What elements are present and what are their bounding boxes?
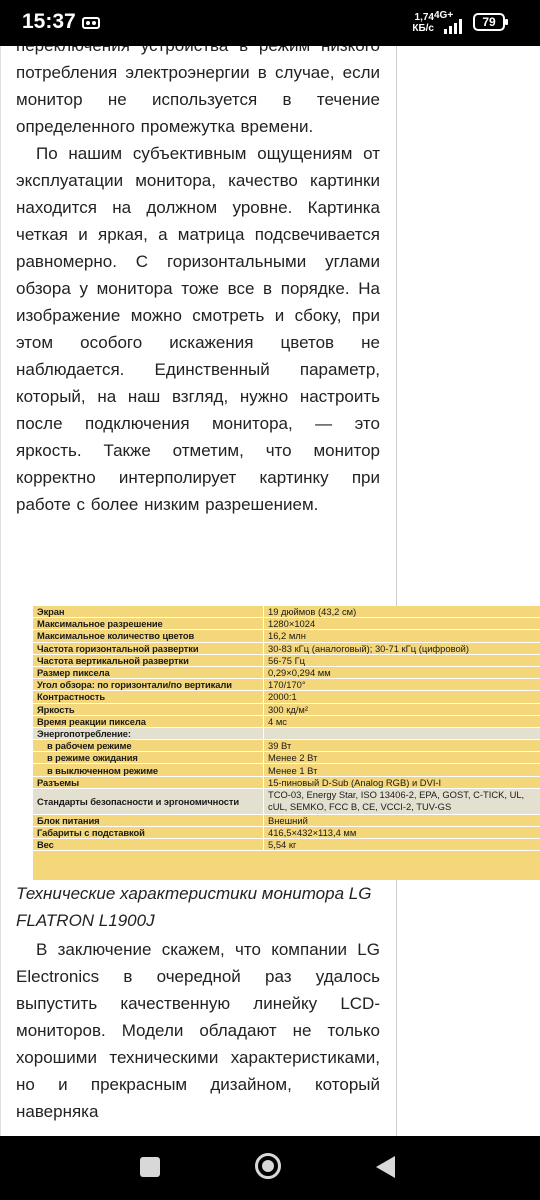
spec-row <box>33 618 540 630</box>
spec-value: Менее 2 Вт <box>264 752 540 764</box>
spec-value: 416,5×432×113,4 мм <box>264 827 540 839</box>
signal-icon <box>444 18 466 34</box>
spec-key: Вес <box>33 839 264 851</box>
spec-value: 300 кд/м² <box>264 703 540 715</box>
spec-key: Стандарты безопасности и эргономичности <box>33 788 264 814</box>
spec-row <box>33 788 540 814</box>
spec-value: Менее 1 Вт <box>264 764 540 776</box>
spec-value: 2000:1 <box>264 691 540 703</box>
spec-value: Внешний <box>264 814 540 826</box>
article-body <box>16 32 380 518</box>
spec-key: Размер пиксела <box>33 666 264 678</box>
spec-key: Разъемы <box>33 776 264 788</box>
spec-key: Контрастность <box>33 691 264 703</box>
spec-row <box>33 703 540 715</box>
spec-row <box>33 606 540 618</box>
media-icon <box>82 17 100 29</box>
page-border-left <box>0 46 1 1136</box>
spec-key: Блок питания <box>33 814 264 826</box>
spec-value: 170/170° <box>264 679 540 691</box>
battery-icon: 79 <box>473 13 505 31</box>
spec-value: 15-пиновый D-Sub (Analog RGB) и DVI-I <box>264 776 540 788</box>
spec-value: 56-75 Гц <box>264 654 540 666</box>
network-speed-unit: КБ/с <box>412 23 434 34</box>
spec-value: 39 Вт <box>264 740 540 752</box>
spec-value <box>264 727 540 739</box>
page-border-right <box>396 46 397 1136</box>
status-bar <box>0 0 540 46</box>
spec-row <box>33 827 540 839</box>
spec-key: в режиме ожидания <box>33 752 264 764</box>
spec-key: Частота горизонтальной развертки <box>33 642 264 654</box>
spec-row <box>33 776 540 788</box>
spec-key: Энергопотребление: <box>33 727 264 739</box>
navigation-bar <box>0 1136 540 1200</box>
spec-row <box>33 740 540 752</box>
network-speed <box>404 12 434 34</box>
back-triangle-icon[interactable] <box>376 1156 395 1178</box>
network-speed-value: 1,74 <box>414 12 434 23</box>
article-paragraph-2: По нашим субъективным ощущениям от эксплуатации монитора, качество картинки находится на должном уровне. Картинка четкая и яркая, а матрица подсвечивается равномерно. С горизонтальными углами обзора у монитора тоже все в порядке. На изображение можно смотреть и сбоку, при этом особого искажения цветов не наблюдается. Единственный параметр, который, на наш взгляд, нужно настроить после подключения монитора, — это яркость. Также отметим, что монитор корректно интерполирует картинку при работе с более низким разрешением. <box>16 144 380 514</box>
spec-row <box>33 715 540 727</box>
article-paragraph-3: В заключение скажем, что компании LG Electronics в очередной раз удалось выпустить качественную линейку LCD-мониторов. Модели обладают не только хорошими техническими характеристиками, но и прекрасным дизайном, который наверняка <box>16 940 380 1121</box>
spec-row <box>33 654 540 666</box>
spec-value: 1280×1024 <box>264 618 540 630</box>
article-paragraph-1: потребления электроэнергии в случае, если монитор не используется в течение определенного промежутка времени. <box>16 63 380 136</box>
spec-row <box>33 752 540 764</box>
spec-value: 19 дюймов (43,2 см) <box>264 606 540 618</box>
spec-key: Максимальное количество цветов <box>33 630 264 642</box>
spec-table-caption: Технические характеристики монитора LG FLATRON L1900J <box>16 884 372 930</box>
home-circle-icon[interactable] <box>255 1153 281 1179</box>
spec-value: 0,29×0,294 мм <box>264 666 540 678</box>
recents-square-icon[interactable] <box>140 1157 160 1177</box>
spec-key: Яркость <box>33 703 264 715</box>
spec-value: 16,2 млн <box>264 630 540 642</box>
spec-key: в рабочем режиме <box>33 740 264 752</box>
spec-value: 5,54 кг <box>264 839 540 851</box>
spec-key: Габариты с подставкой <box>33 827 264 839</box>
spec-row <box>33 764 540 776</box>
spec-value: 4 мс <box>264 715 540 727</box>
spec-row <box>33 691 540 703</box>
network-type: 4G+ <box>434 10 454 21</box>
spec-table <box>33 606 540 851</box>
status-time: 15:37 <box>22 10 76 33</box>
article-body-continued <box>16 936 380 1125</box>
spec-row <box>33 814 540 826</box>
spec-key: Угол обзора: по горизонтали/по вертикали <box>33 679 264 691</box>
spec-row <box>33 679 540 691</box>
spec-row <box>33 630 540 642</box>
spec-row <box>33 839 540 851</box>
spec-value: 30-83 кГц (аналоговый); 30-71 кГц (цифровой) <box>264 642 540 654</box>
spec-value: TCO-03, Energy Star, ISO 13406-2, EPA, GOST, C-TICK, UL, cUL, SEMKO, FCC B, CE, VCCI-2, TUV-GS <box>264 788 540 814</box>
spec-row <box>33 727 540 739</box>
spec-key: Время реакции пиксела <box>33 715 264 727</box>
spec-key: в выключенном режиме <box>33 764 264 776</box>
spec-key: Максимальное разрешение <box>33 618 264 630</box>
spec-key: Экран <box>33 606 264 618</box>
spec-key: Частота вертикальной развертки <box>33 654 264 666</box>
spec-row <box>33 642 540 654</box>
spec-row <box>33 666 540 678</box>
